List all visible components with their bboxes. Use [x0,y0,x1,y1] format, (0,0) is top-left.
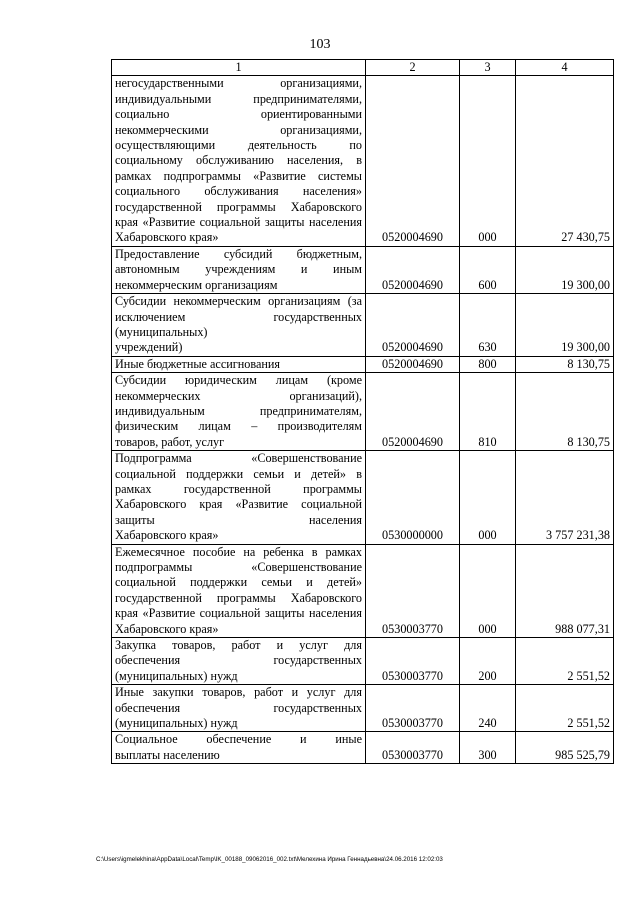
row-name-line: Хабаровского края» [115,230,219,245]
row-name-line: Субсидии юридическим лицам (кроме [115,373,362,388]
row-target-code-cell: 0530003770 [366,638,460,685]
row-name-line: Хабаровского края «Развитие [115,497,289,512]
row-name-line: Хабаровского края» [115,621,219,636]
row-name-line: обеспечения государственных [115,700,362,715]
row-name-line: Ежемесячное пособие на ребенка в [115,544,318,559]
table-row [112,732,614,764]
row-name-line: (муниципальных) нужд [115,668,238,683]
row-name-line: Иные закупки товаров, работ и услуг для [115,685,362,700]
row-name-line: социальной защиты населения [199,606,362,621]
row-target-code-cell: 0520004690 [366,356,460,372]
row-expense-type-cell: 240 [460,685,516,732]
row-expense-type-cell: 200 [460,638,516,685]
table-row [112,356,614,372]
row-name-line: индивидуальным предпринимателям, [115,403,362,418]
table-row [112,451,614,544]
row-name-cell [112,544,366,637]
row-name-line: (муниципальных) нужд [115,716,238,731]
row-name-line: «Совершенствование социальной [115,560,362,590]
table-row [112,76,614,246]
table-row [112,373,614,451]
row-name-cell [112,685,366,732]
row-name-cell [112,638,366,685]
row-name-line: некоммерческими организациями, [115,122,362,137]
row-name-line: учреждений) [115,340,183,355]
row-amount-cell: 988 077,31 [516,544,614,637]
row-name-line: системы социального обслуживания [115,168,362,199]
row-name-line: осуществляющими деятельность по [115,138,362,153]
table-row [112,685,614,732]
row-name-line: Хабаровского края «Развитие [115,199,363,230]
row-name-line: товаров, работ, услуг [115,434,225,449]
row-name-line: рамках государственной программы [115,481,362,496]
row-name-line: социальной поддержки семьи и детей» в [115,466,362,481]
table-row [112,544,614,637]
table-header-row [112,60,614,76]
column-header-3: 3 [460,60,516,76]
row-target-code-cell: 0520004690 [366,76,460,246]
row-name-line: Субсидии некоммерческим [115,294,261,309]
row-amount-cell: 8 130,75 [516,356,614,372]
row-name-line: некоммерческих организаций), [115,388,362,403]
row-target-code-cell: 0520004690 [366,373,460,451]
row-name-line: социальной защиты населения [199,215,362,230]
row-name-line: физическим лицам – производителям [115,419,362,434]
column-header-2: 2 [366,60,460,76]
table-row [112,294,614,357]
row-name-cell [112,451,366,544]
row-name-cell [112,373,366,451]
row-name-line: рамках подпрограммы [115,544,362,574]
row-name-line: Предоставление субсидий бюджетным, [115,246,362,261]
row-amount-cell: 19 300,00 [516,246,614,293]
row-name-line: некоммерческим организациям [115,277,278,292]
row-expense-type-cell: 300 [460,732,516,764]
row-amount-cell: 2 551,52 [516,638,614,685]
column-header-4: 4 [516,60,614,76]
row-expense-type-cell: 000 [460,544,516,637]
row-name-line: социально ориентированными [115,107,362,122]
row-name-cell [112,356,366,372]
row-name-line: социальному обслуживанию населения, [115,153,344,168]
row-target-code-cell: 0530000000 [366,451,460,544]
row-name-cell [112,732,366,764]
row-name-line: Закупка товаров, работ и услуг для [115,638,362,653]
row-name-line: Подпрограмма «Совершенствование [115,451,362,466]
row-name-cell [112,76,366,246]
row-amount-cell: 2 551,52 [516,685,614,732]
footer-file-path: C:\Users\igmelekhina\AppData\Local\Temp\IK_00188_09062016_002.txt\Мелехина Ирина Геннадьевна\24.06.2016 12:02:03 [96,856,443,863]
table-row [112,246,614,293]
row-target-code-cell: 0520004690 [366,246,460,293]
row-target-code-cell: 0530003770 [366,732,460,764]
column-header-1: 1 [112,60,366,76]
row-name-cell [112,294,366,357]
row-name-line: в рамках подпрограммы «Развитие [115,153,363,183]
row-name-line: выплаты населению [115,747,220,762]
row-amount-cell: 3 757 231,38 [516,451,614,544]
row-name-line: организациям (за исключением [115,294,362,324]
row-name-line: Хабаровского края» [115,528,219,543]
row-target-code-cell: 0520004690 [366,294,460,357]
row-amount-cell: 985 525,79 [516,732,614,764]
row-name-line: социальной защиты населения [115,497,363,527]
row-name-line: Хабаровского края «Развитие [115,590,363,621]
row-name-line: обеспечения государственных [115,653,362,668]
row-name-cell [112,246,366,293]
row-name-line: Иные бюджетные ассигнования [115,356,281,371]
row-expense-type-cell: 810 [460,373,516,451]
row-name-line: государственных (муниципальных) [115,309,362,339]
row-expense-type-cell: 630 [460,294,516,357]
row-name-line: автономным учреждениям и иным [115,262,362,277]
row-name-line: негосударственными организациями, [115,76,362,91]
row-expense-type-cell: 600 [460,246,516,293]
row-amount-cell: 8 130,75 [516,373,614,451]
row-name-line: Социальное обеспечение и иные [115,732,362,747]
row-amount-cell: 19 300,00 [516,294,614,357]
row-target-code-cell: 0530003770 [366,685,460,732]
row-amount-cell: 27 430,75 [516,76,614,246]
table-row [112,638,614,685]
page-number: 103 [309,37,331,52]
row-name-line: поддержки семьи и детей» [190,575,362,590]
table-body [112,76,614,764]
row-name-line: государственной программы [115,590,276,605]
row-target-code-cell: 0530003770 [366,544,460,637]
row-expense-type-cell: 000 [460,451,516,544]
row-name-line: населения» государственной программы [115,184,362,214]
row-name-line: индивидуальными предпринимателями, [115,91,362,106]
budget-table [111,59,614,764]
row-expense-type-cell: 000 [460,76,516,246]
row-expense-type-cell: 800 [460,356,516,372]
